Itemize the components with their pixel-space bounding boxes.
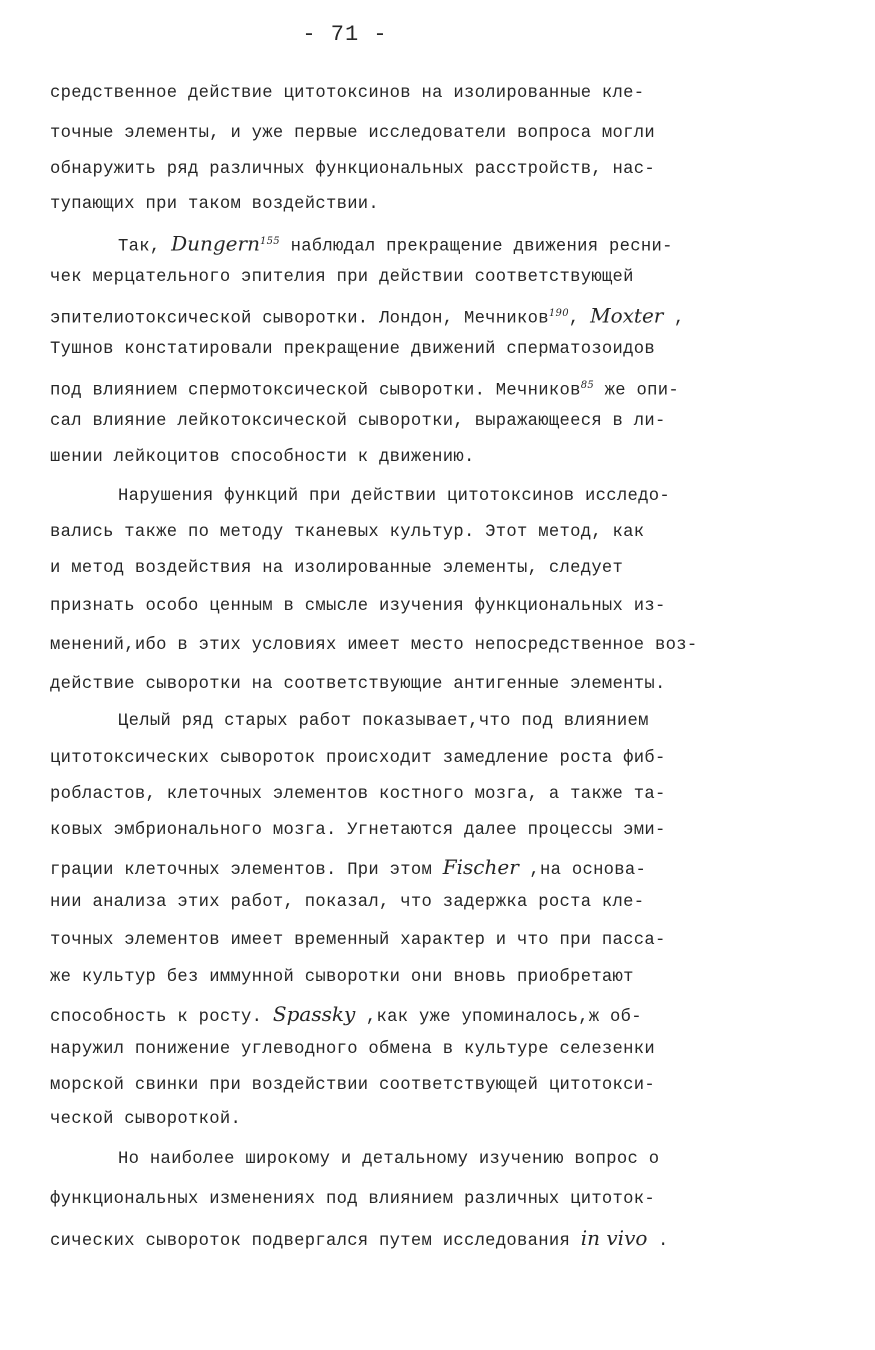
line-text: ческой сывороткой. [50, 1110, 242, 1129]
line-text: точные элементы, и уже первые исследователи вопроса могли [50, 124, 656, 143]
reference-number: 85 [580, 380, 595, 391]
line-text: Нарушения функций при действии цитотоксинов исследо- [118, 487, 670, 506]
text-line [50, 304, 685, 330]
text-line [50, 749, 666, 769]
line-text: действие сыворотки на соответствующие антигенные элементы. [50, 675, 666, 694]
line-text: . [647, 1232, 669, 1251]
text-line [118, 232, 673, 258]
text-line [50, 160, 655, 180]
line-text: функциональных изменениях под влиянием различных цитоток- [50, 1190, 656, 1209]
line-text: же культур без иммунной сыворотки они вновь приобретают [50, 968, 634, 987]
line-text: под влиянием спермотоксической сыворотки. Мечников [50, 381, 581, 401]
text-line [50, 1228, 669, 1252]
handwritten-in-vivo: in vivo [580, 1226, 648, 1250]
spacer [262, 1008, 273, 1027]
text-line [50, 340, 655, 360]
line-text: сал влияние лейкотоксической сыворотки, выражающееся в ли- [50, 412, 666, 431]
text-line [50, 821, 666, 841]
line-text: менений,ибо в этих условиях имеет место непосредственное воз- [50, 636, 698, 655]
text-line [50, 124, 655, 144]
text-line [50, 523, 644, 543]
text-line [50, 1190, 655, 1210]
line-text: Целый ряд старых работ показывает,что под влиянием [118, 712, 649, 731]
text-line [50, 412, 666, 432]
line-text: тупающих при таком воздействии. [50, 195, 380, 214]
line-text: Но наиболее широкому и детальному изучению вопрос о [118, 1150, 660, 1169]
line-text: , [568, 309, 591, 329]
line-text: морской свинки при воздействии соответствующей цитотокси- [50, 1076, 656, 1095]
spacer [432, 861, 443, 880]
line-text: наблюдал прекращение движения ресни- [279, 237, 673, 257]
text-line [50, 195, 379, 215]
reference-number: 190 [548, 308, 569, 319]
text-line [50, 559, 623, 579]
text-line [50, 84, 644, 104]
handwritten-name-moxter: Moxter [590, 303, 664, 328]
text-line [50, 636, 697, 656]
text-line [50, 893, 644, 913]
line-text: шении лейкоцитов способности к движению. [50, 448, 475, 467]
page-number: - 71 - [302, 22, 388, 47]
spacer [570, 1232, 581, 1251]
text-line [50, 1110, 241, 1130]
text-line [50, 268, 634, 288]
line-text: ,как уже упоминалось,ж об- [355, 1008, 642, 1027]
line-text: средственное действие цитотоксинов на изолированные кле- [50, 84, 645, 103]
line-text: вались также по методу тканевых культур. Этот метод, как [50, 523, 645, 542]
line-text: ковых эмбрионального мозга. Угнетаются далее процессы эми- [50, 821, 666, 840]
line-text: робластов, клеточных элементов костного мозга, а также та- [50, 785, 666, 804]
line-text: Тушнов констатировали прекращение движений сперматозоидов [50, 340, 656, 359]
text-line [50, 931, 666, 951]
reference-number: 155 [259, 236, 280, 247]
line-text: Так, [118, 237, 172, 257]
line-text: чек мерцательного эпителия при действии соответствующей [50, 268, 634, 287]
text-line [50, 376, 679, 402]
handwritten-name-fischer: Fischer [442, 855, 519, 879]
text-line [50, 1040, 655, 1060]
line-text: нии анализа этих работ, показал, что задержка роста кле- [50, 893, 645, 912]
handwritten-name-spassky: Spassky [272, 1002, 356, 1026]
text-line [50, 1004, 642, 1028]
line-text: обнаружить ряд различных функциональных расстройств, нас- [50, 160, 656, 179]
line-text: признать особо ценным в смысле изучения функциональных из- [50, 597, 666, 616]
line-text: цитотоксических сывороток происходит замедление роста фиб- [50, 749, 666, 768]
line-text: способность к росту. [50, 1008, 263, 1027]
text-line [50, 597, 666, 617]
line-text: , [663, 309, 685, 329]
line-text: наружил понижение углеводного обмена в культуре селезенки [50, 1040, 656, 1059]
line-text: сических сывороток подвергался путем исследования [50, 1232, 571, 1251]
line-text: грации клеточных элементов. При этом [50, 861, 433, 880]
line-text: ,на основа- [518, 861, 647, 880]
line-text: же опи- [594, 381, 679, 401]
text-line [118, 712, 649, 732]
text-line [50, 675, 666, 695]
text-line [50, 1076, 655, 1096]
line-text: точных элементов имеет временный характер и что при пасса- [50, 931, 666, 950]
line-text: эпителиотоксической сыворотки. Лондон, Мечников [50, 309, 549, 329]
text-line [50, 968, 634, 988]
text-line [50, 857, 646, 881]
handwritten-name-dungern: Dungern [171, 231, 260, 256]
line-text: и метод воздействия на изолированные элементы, следует [50, 559, 624, 578]
text-line [118, 1150, 659, 1170]
text-line [50, 785, 666, 805]
text-line [118, 487, 670, 507]
text-line [50, 448, 475, 468]
